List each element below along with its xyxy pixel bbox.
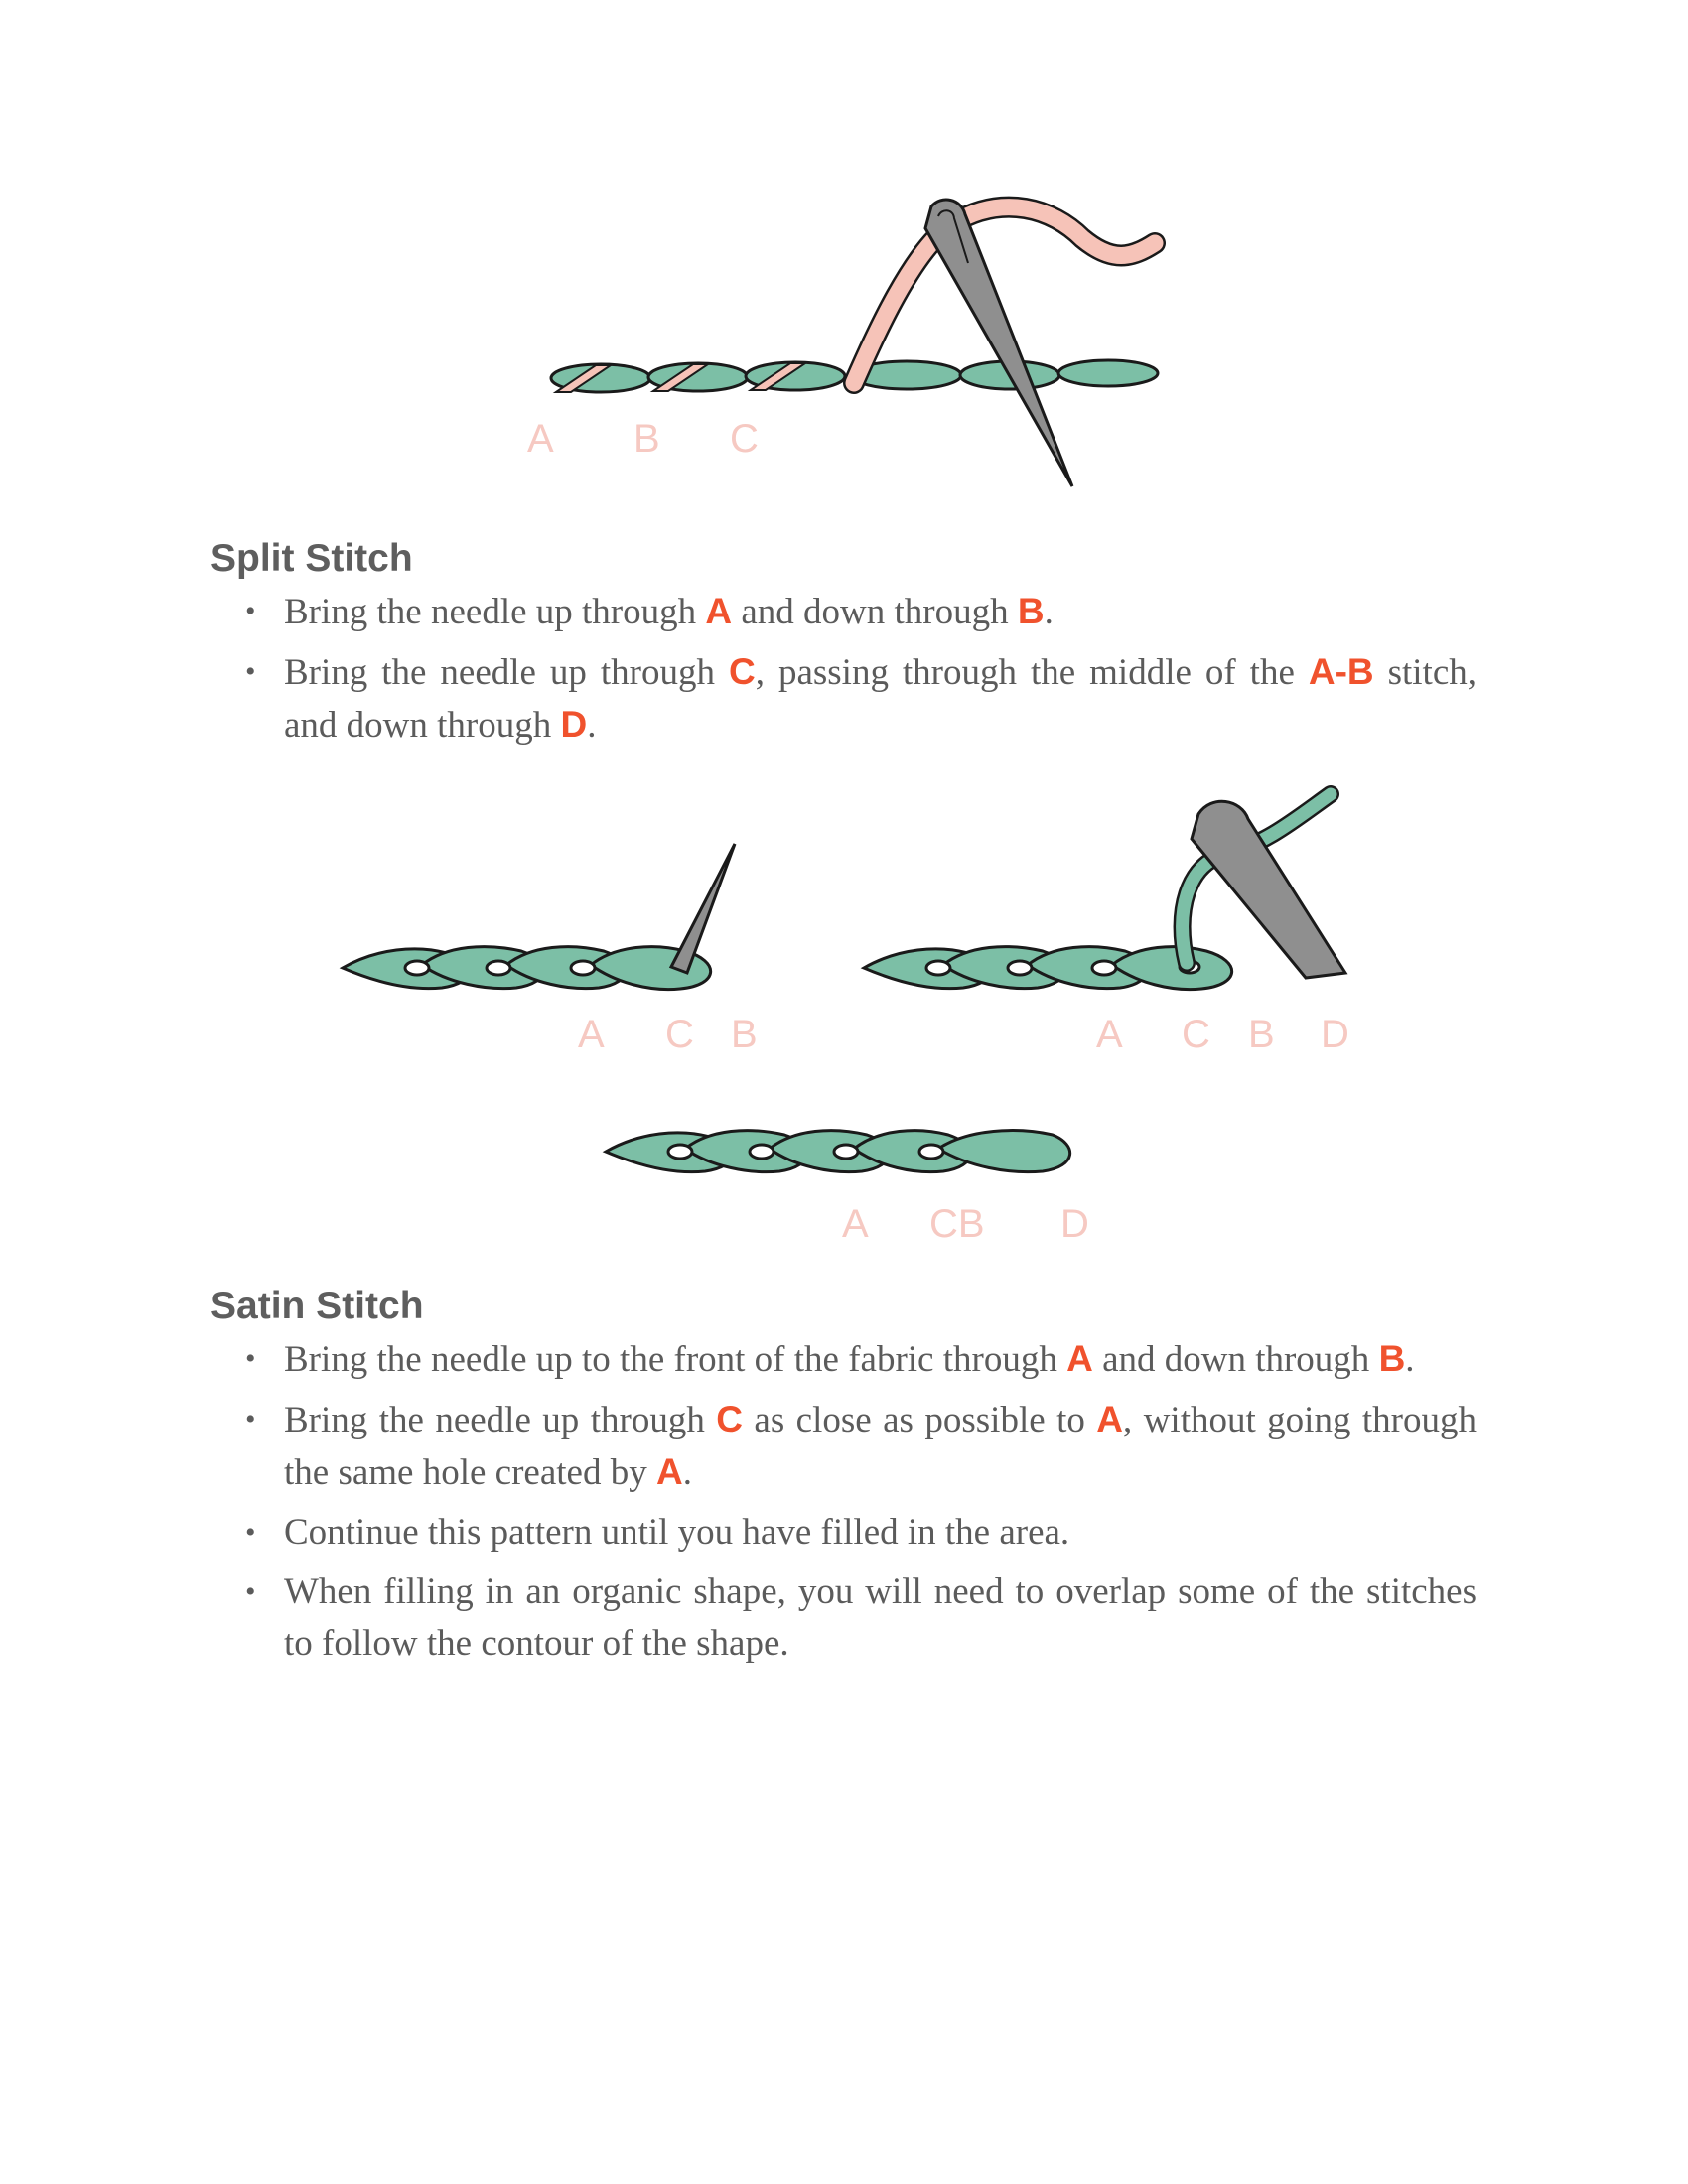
fig2-left-label-a: A xyxy=(578,1013,605,1056)
needle xyxy=(925,200,1072,486)
point-label: A xyxy=(655,1451,683,1492)
split-stitch-illustration xyxy=(516,189,1172,496)
fig1-label-c: C xyxy=(730,417,759,461)
split-stitch-steps xyxy=(211,586,1477,759)
fig3-label-d: D xyxy=(1060,1202,1089,1246)
bullet-icon: • xyxy=(245,1516,256,1549)
satin-stitch-title: Satin Stitch xyxy=(211,1285,424,1327)
fig2-right-label-a: A xyxy=(1096,1013,1123,1056)
point-label: A xyxy=(1096,1399,1124,1439)
fig2-right-label-b: B xyxy=(1248,1013,1275,1056)
bullet-icon: • xyxy=(245,1403,256,1435)
point-label: D xyxy=(560,704,588,745)
point-label: A xyxy=(1066,1338,1093,1379)
list-item: • When filling in an organic shape, you will need to overlap some of the stitches to follow the contour of the shape. xyxy=(211,1567,1477,1670)
fig1-label-b: B xyxy=(633,417,660,461)
bullet-icon: • xyxy=(245,595,256,627)
fig3-label-a: A xyxy=(842,1202,869,1246)
list-item: • Bring the needle up through C as close as possible to A, without going through the same hole created by A. xyxy=(211,1394,1477,1499)
fig2-right-label-c: C xyxy=(1182,1013,1210,1056)
point-label: B xyxy=(1378,1338,1406,1379)
point-label: B xyxy=(1017,591,1045,631)
fig2-left-label-b: B xyxy=(731,1013,758,1056)
list-item: • Bring the needle up to the front of the fabric through A and down through B. xyxy=(211,1333,1477,1386)
bullet-icon: • xyxy=(245,1342,256,1375)
list-item: • Bring the needle up through A and down through B. xyxy=(211,586,1477,638)
needle xyxy=(671,844,735,973)
fig3-label-cb: CB xyxy=(929,1202,985,1246)
point-label: C xyxy=(728,651,756,692)
split-stitch-title: Split Stitch xyxy=(211,537,413,580)
chain-stitch-illustration-bottom xyxy=(601,1112,1082,1186)
stitch-6 xyxy=(1058,360,1158,386)
chain-stitch-illustration-left xyxy=(338,834,755,1003)
list-item: • Continue this pattern until you have filled in the area. xyxy=(211,1507,1477,1559)
fig2-left-label-c: C xyxy=(665,1013,694,1056)
fig1-label-a: A xyxy=(527,417,554,461)
point-label: A xyxy=(705,591,733,631)
bullet-icon: • xyxy=(245,1575,256,1608)
point-label: C xyxy=(716,1399,743,1439)
list-item: • Bring the needle up through C, passing through the middle of the A-B stitch, and down through D. xyxy=(211,646,1477,751)
bullet-icon: • xyxy=(245,655,256,688)
fig2-right-label-d: D xyxy=(1321,1013,1349,1056)
point-label: A-B xyxy=(1308,651,1374,692)
chain-stitch-illustration-right xyxy=(859,784,1355,1003)
satin-stitch-steps xyxy=(211,1333,1477,1678)
